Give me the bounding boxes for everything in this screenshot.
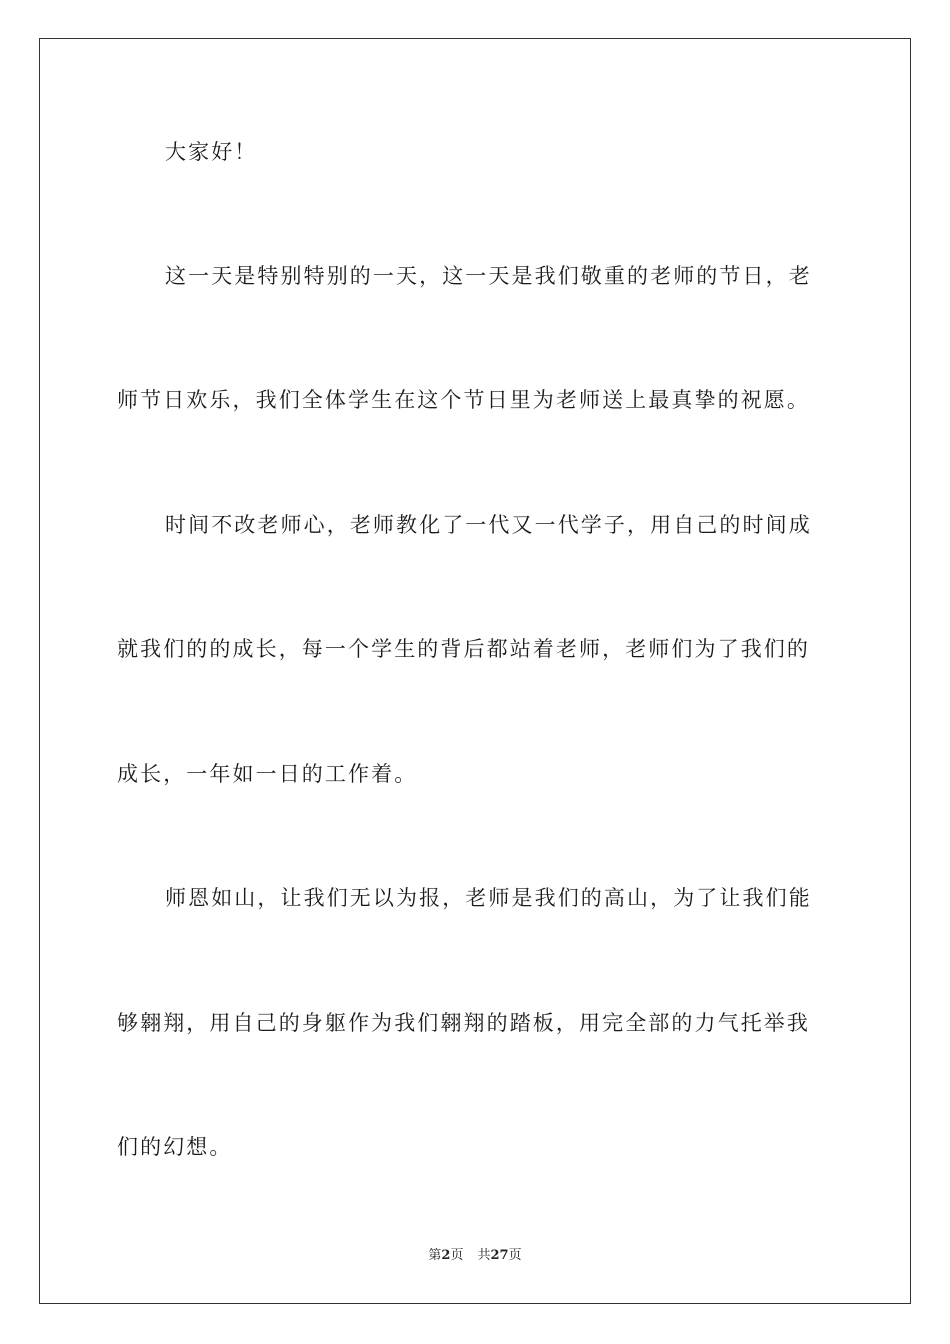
- total-prefix: 共: [477, 1248, 491, 1263]
- page-prefix: 第: [428, 1248, 442, 1263]
- paragraph-3-line-2: 够翱翔，用自己的身躯作为我们翱翔的踏板，用完全部的力气托举我: [117, 1011, 810, 1035]
- paragraph-2-line-1: 时间不改老师心，老师教化了一代又一代学子，用自己的时间成: [165, 513, 812, 537]
- paragraph-greeting: 大家好！: [165, 140, 258, 164]
- paragraph-2-line-3: 成长，一年如一日的工作着。: [117, 762, 418, 786]
- paragraph-1-line-1: 这一天是特别特别的一天，这一天是我们敬重的老师的节日，老: [165, 264, 812, 288]
- paragraph-1-line-2: 师节日欢乐，我们全体学生在这个节日里为老师送上最真挚的祝愿。: [117, 388, 810, 412]
- paragraph-3-line-3: 们的幻想。: [117, 1135, 233, 1159]
- page-suffix: 页: [450, 1248, 464, 1263]
- page-footer: [0, 1247, 950, 1265]
- page-number: 2: [441, 1248, 451, 1263]
- paragraph-3-line-1: 师恩如山，让我们无以为报，老师是我们的高山，为了让我们能: [165, 886, 812, 910]
- paragraph-2-line-2: 就我们的的成长，每一个学生的背后都站着老师，老师们为了我们的: [117, 637, 810, 661]
- total-suffix: 页: [508, 1248, 522, 1263]
- page-border: [39, 38, 911, 1304]
- total-pages: 27: [490, 1248, 509, 1263]
